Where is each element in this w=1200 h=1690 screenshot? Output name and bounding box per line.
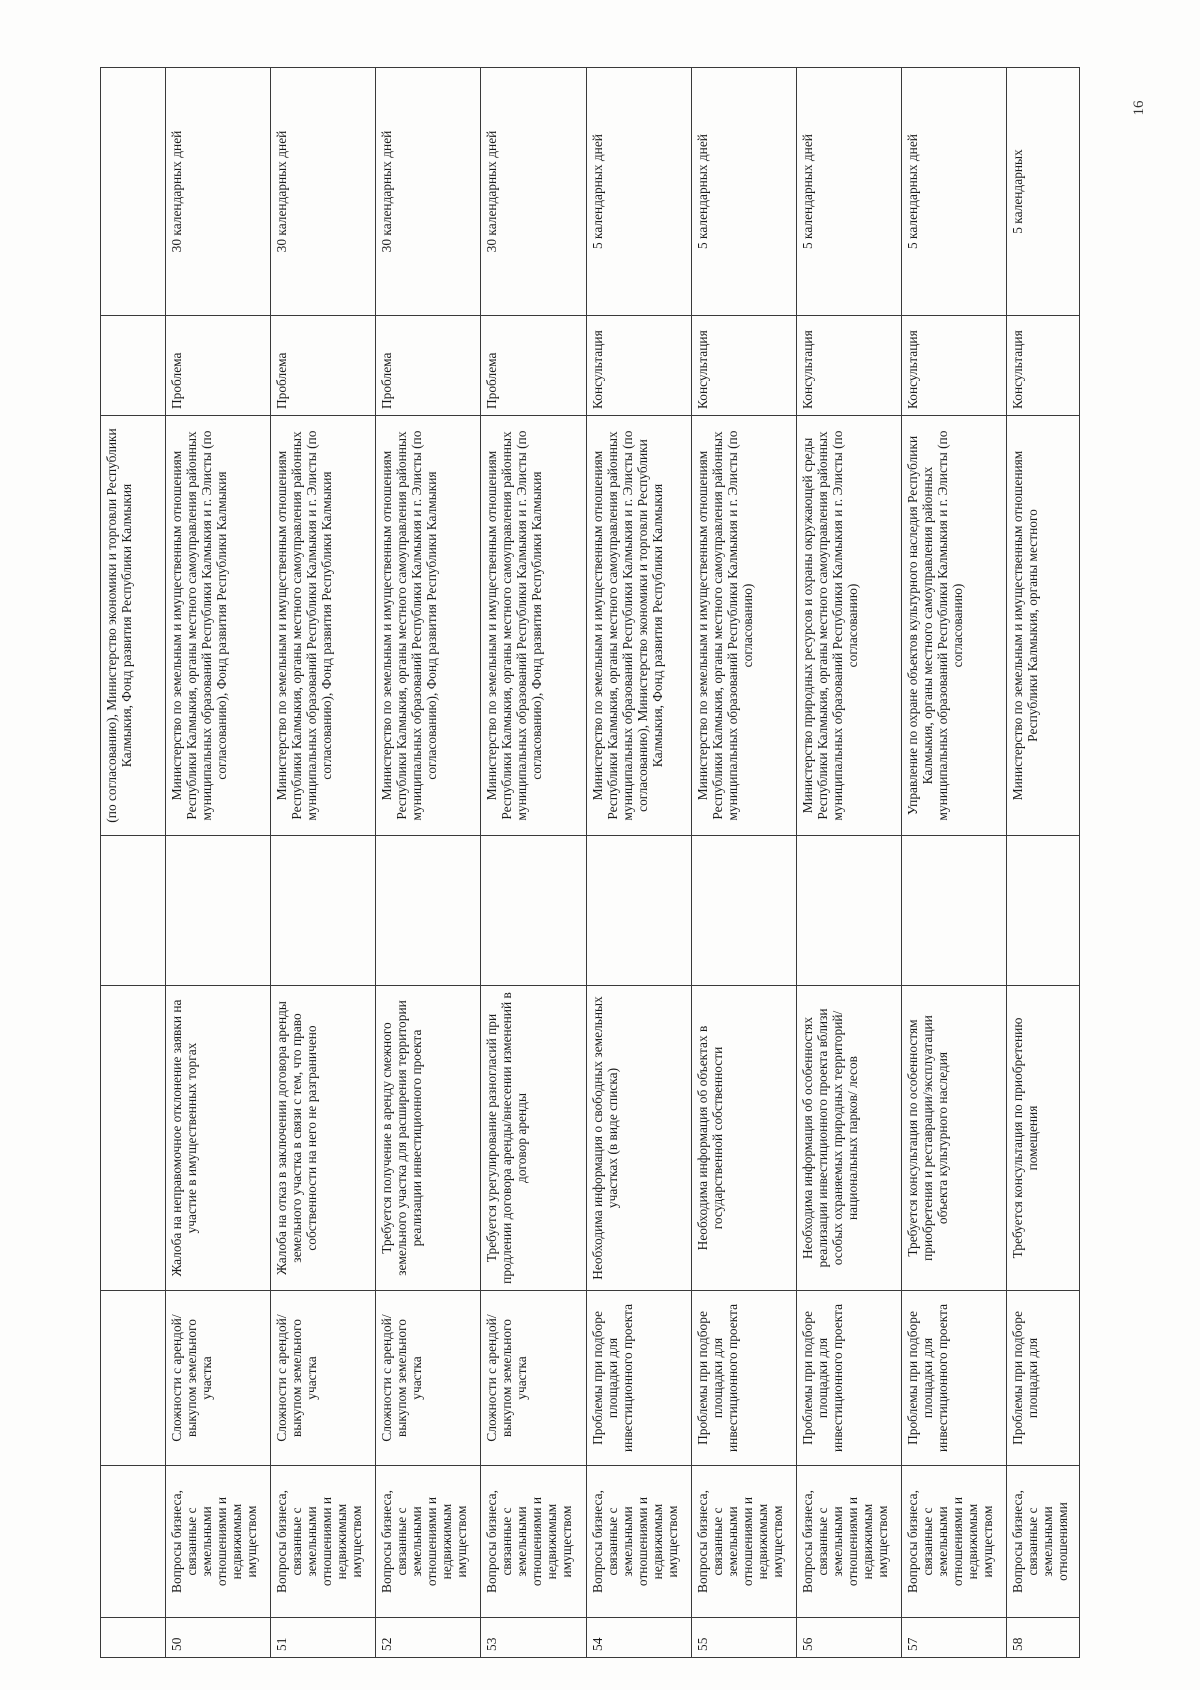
cell-category: Вопросы бизнеса, связанные с земельными отношениями и недвижимым имуществом — [376, 1466, 481, 1618]
cell-num: 57 — [902, 1618, 1007, 1658]
cell-blank — [481, 836, 586, 986]
cell-category: Вопросы бизнеса, связанные с земельными отношениями и недвижимым имуществом — [691, 1466, 796, 1618]
cell-category: Вопросы бизнеса, связанные с земельными отношениями и недвижимым имуществом — [902, 1466, 1007, 1618]
cell-responsible: Министерство по земельным и имущественным отношениям Республики Калмыкия, органы местного самоуправления районных муниципальных образований Республики Калмыкия и г. Элисты (по согласованию), Фонд развития Республики Калмыкия — [481, 416, 586, 836]
cell-description: Необходима информация об объектах в государственной собственности — [691, 986, 796, 1291]
table-row — [1007, 68, 1080, 1658]
cell-type: Консультация — [796, 316, 901, 416]
cell-type: Консультация — [586, 316, 691, 416]
cell-description: Необходима информация об особенностях реализации инвестиционного проекта вблизи особых охраняемых природных территорий/национальных парков/ лесов — [796, 986, 901, 1291]
cell-type: Проблема — [166, 316, 271, 416]
cell-num: 58 — [1007, 1618, 1080, 1658]
cell-term — [101, 68, 166, 316]
cell-description: Требуется консультация по особенностям приобретения и реставрации/эксплуатации объекта культурного наследия — [902, 986, 1007, 1291]
rotated-table-container — [100, 68, 1080, 1658]
table-row — [376, 68, 481, 1658]
table-row — [691, 68, 796, 1658]
cell-term: 30 календарных дней — [166, 68, 271, 316]
table-row — [166, 68, 271, 1658]
cell-subcategory: Проблемы при подборе площадки для — [1007, 1291, 1080, 1466]
cell-num: 53 — [481, 1618, 586, 1658]
table-row-continuation — [101, 68, 166, 1658]
cell-description: Требуется получение в аренду смежного земельного участка для расширения территории реализации инвестиционного проекта — [376, 986, 481, 1291]
cell-term: 30 календарных дней — [376, 68, 481, 316]
cell-subcategory: Сложности с арендой/выкупом земельного участка — [376, 1291, 481, 1466]
cell-type: Проблема — [376, 316, 481, 416]
cell-category: Вопросы бизнеса, связанные с земельными отношениями и недвижимым имуществом — [586, 1466, 691, 1618]
cell-blank — [271, 836, 376, 986]
cell-term: 5 календарных дней — [796, 68, 901, 316]
cell-responsible: (по согласованию), Министерство экономики и торговли Республики Калмыкия, Фонд развития Республики Калмыкия — [101, 416, 166, 836]
cell-subcategory: Проблемы при подборе площадки для инвестиционного проекта — [586, 1291, 691, 1466]
cell-blank — [902, 836, 1007, 986]
cell-description: Необходима информация о свободных земельных участках (в виде списка) — [586, 986, 691, 1291]
cell-blank — [101, 836, 166, 986]
cell-subcategory: Сложности с арендой/выкупом земельного участка — [271, 1291, 376, 1466]
cell-description: Жалоба на отказ в заключении договора аренды земельного участка в связи с тем, что право собственности на него не разграничено — [271, 986, 376, 1291]
table-row — [271, 68, 376, 1658]
cell-responsible: Министерство природных ресурсов и охраны окружающей среды Республики Калмыкия, органы местного самоуправления районных муниципальных образований Республики Калмыкия и г. Элисты (по согласованию) — [796, 416, 901, 836]
cell-num — [101, 1618, 166, 1658]
cell-category — [101, 1466, 166, 1618]
cell-description: Требуется урегулирование разногласий при продлении договора аренды/внесении изменений в договор аренды — [481, 986, 586, 1291]
cell-responsible: Министерство по земельным и имущественным отношениям Республики Калмыкия, органы местного самоуправления районных муниципальных образований Республики Калмыкия и г. Элисты (по согласованию), Фонд развития Республики Калмыкия — [376, 416, 481, 836]
cell-type: Консультация — [691, 316, 796, 416]
cell-term: 30 календарных дней — [271, 68, 376, 316]
cell-type: Консультация — [902, 316, 1007, 416]
cell-description: Требуется консультация по приобретению помещения — [1007, 986, 1080, 1291]
cell-responsible: Министерство по земельным и имущественным отношениям Республики Калмыкия, органы местного самоуправления районных муниципальных образований Республики Калмыкия и г. Элисты (по согласованию), Фонд развития Республики Калмыкия — [271, 416, 376, 836]
cell-term: 5 календарных дней — [902, 68, 1007, 316]
cell-category: Вопросы бизнеса, связанные с земельными отношениями и недвижимым имуществом — [796, 1466, 901, 1618]
appeals-table — [100, 67, 1080, 1658]
cell-subcategory: Сложности с арендой/выкупом земельного участка — [166, 1291, 271, 1466]
cell-term: 5 календарных дней — [691, 68, 796, 316]
cell-subcategory: Проблемы при подборе площадки для инвестиционного проекта — [902, 1291, 1007, 1466]
cell-subcategory: Проблемы при подборе площадки для инвестиционного проекта — [691, 1291, 796, 1466]
cell-blank — [376, 836, 481, 986]
cell-subcategory — [101, 1291, 166, 1466]
cell-blank — [1007, 836, 1080, 986]
cell-term: 5 календарных дней — [586, 68, 691, 316]
cell-responsible: Министерство по земельным и имущественным отношениям Республики Калмыкия, органы местного самоуправления районных муниципальных образований Республики Калмыкия и г. Элисты (по согласованию), Министерство экономики и торговли Республики Калмыкия, Фонд развития Республики Калмыкия — [586, 416, 691, 836]
cell-category: Вопросы бизнеса, связанные с земельными отношениями — [1007, 1466, 1080, 1618]
cell-term: 5 календарных — [1007, 68, 1080, 316]
cell-category: Вопросы бизнеса, связанные с земельными отношениями и недвижимым имуществом — [166, 1466, 271, 1618]
table-row — [902, 68, 1007, 1658]
cell-responsible: Министерство по земельным и имущественным отношениям Республики Калмыкия, органы местного самоуправления районных муниципальных образований Республики Калмыкия и г. Элисты (по согласованию), Фонд развития Республики Калмыкия — [166, 416, 271, 836]
cell-type: Проблема — [271, 316, 376, 416]
cell-num: 52 — [376, 1618, 481, 1658]
cell-blank — [586, 836, 691, 986]
table-row — [481, 68, 586, 1658]
cell-num: 50 — [166, 1618, 271, 1658]
table-row — [796, 68, 901, 1658]
cell-category: Вопросы бизнеса, связанные с земельными отношениями и недвижимым имуществом — [271, 1466, 376, 1618]
cell-category: Вопросы бизнеса, связанные с земельными отношениями и недвижимым имуществом — [481, 1466, 586, 1618]
cell-blank — [166, 836, 271, 986]
cell-description: Жалоба на неправомочное отклонение заявки на участие в имущественных торгах — [166, 986, 271, 1291]
cell-num: 55 — [691, 1618, 796, 1658]
cell-type — [101, 316, 166, 416]
table-row — [586, 68, 691, 1658]
cell-description — [101, 986, 166, 1291]
cell-type: Проблема — [481, 316, 586, 416]
cell-term: 30 календарных дней — [481, 68, 586, 316]
cell-responsible: Управление по охране объектов культурного наследия Республики Калмыкия, органы местного самоуправления районных муниципальных образований Республики Калмыкия и г. Элисты (по согласованию) — [902, 416, 1007, 836]
cell-blank — [796, 836, 901, 986]
cell-blank — [691, 836, 796, 986]
cell-responsible: Министерство по земельным и имущественным отношениям Республики Калмыкия, органы местного самоуправления районных муниципальных образований Республики Калмыкия и г. Элисты (по согласованию) — [691, 416, 796, 836]
cell-subcategory: Сложности с арендой/выкупом земельного участка — [481, 1291, 586, 1466]
cell-num: 51 — [271, 1618, 376, 1658]
cell-num: 56 — [796, 1618, 901, 1658]
cell-num: 54 — [586, 1618, 691, 1658]
page-number: 16 — [1130, 100, 1147, 116]
cell-subcategory: Проблемы при подборе площадки для инвестиционного проекта — [796, 1291, 901, 1466]
cell-responsible: Министерство по земельным и имущественным отношениям Республики Калмыкия, органы местного — [1007, 416, 1080, 836]
cell-type: Консультация — [1007, 316, 1080, 416]
